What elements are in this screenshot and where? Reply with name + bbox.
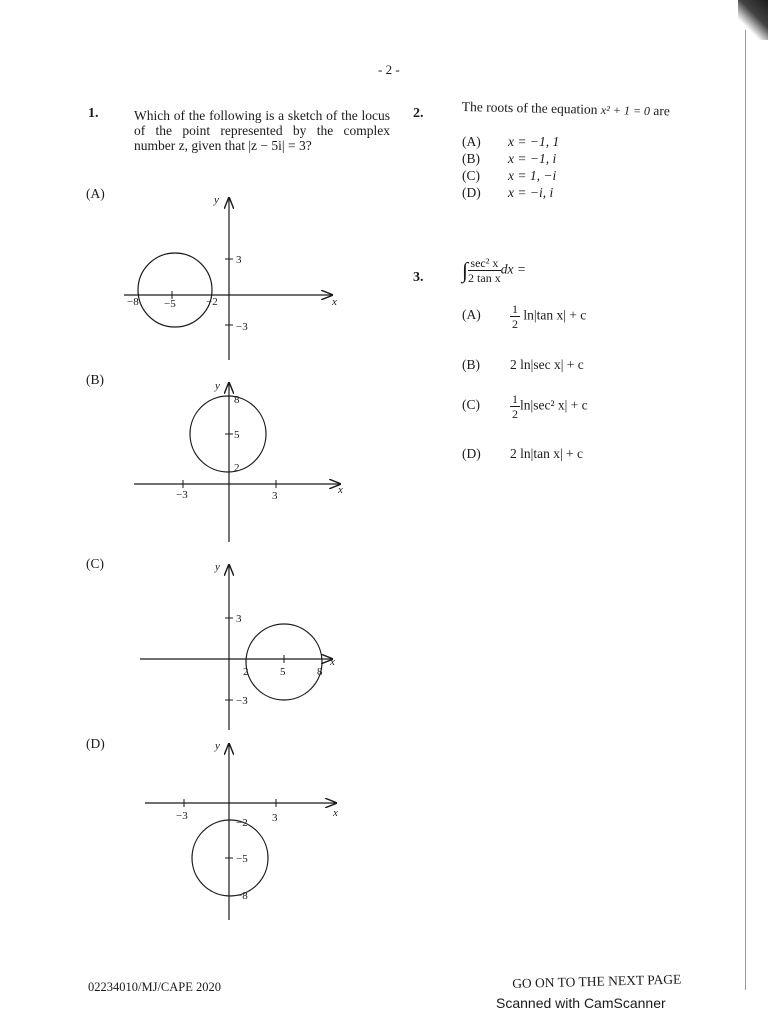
graph-c-y-label: y [215,561,220,573]
q2-option-a-value: x = −1, 1 [508,134,560,149]
scanner-watermark: Scanned with CamScanner [496,995,666,1011]
graph-d-tick: −3 [176,810,188,822]
q3-option-c [462,392,588,421]
graph-a-x-label: x [332,296,337,308]
question-2-number: 2. [413,106,424,121]
q3-option-a [462,302,587,331]
graph-d-y-label: y [215,740,220,752]
q2-option-c-label: (C) [462,168,480,183]
graph-a-tick: −2 [206,296,218,308]
q1-option-b-label: (B) [86,372,104,387]
integral-sign: ∫ [462,257,469,283]
q3-option-d-expr: 2 ln|tan x| + c [510,446,584,461]
q3-option-a-expr-wrap [510,302,586,331]
q2-option-b-label: (B) [462,151,480,166]
q3-option-c-expr: ln|sec² x| + c [520,397,588,413]
q2-option-a [462,134,560,150]
graph-c-tick: 8 [317,666,323,678]
graph-d-tick: −5 [236,853,248,865]
q3-option-a-coef-den: 2 [512,317,518,331]
next-page-note: GO ON TO THE NEXT PAGE [512,971,682,991]
q3-integrand-numerator: sec² x [468,256,501,271]
graph-a-circle [138,253,212,327]
graph-b-tick: −3 [176,489,188,501]
q2-option-b-value: x = −1, i [508,151,557,166]
q3-option-b-label: (B) [462,357,480,372]
q1-option-d-label: (D) [86,736,105,751]
q3-integrand [468,256,501,285]
q1-option-a-label: (A) [86,186,105,201]
q3-option-c-expr-wrap [510,392,588,421]
graph-b-tick: 5 [234,429,240,441]
q3-option-d-label: (D) [462,446,481,461]
q2-option-d-label: (D) [462,185,481,200]
graph-d-tick: −2 [236,817,248,829]
graph-b [134,380,343,542]
q2-equation: x² + 1 = 0 [600,102,651,118]
graph-c-tick: 3 [236,613,242,625]
page-number: - 2 - [378,62,400,77]
question-3-number: 3. [413,270,424,285]
graph-a [124,194,337,360]
q3-option-c-coef-num: 1 [512,392,518,406]
q3-option-d [462,446,584,462]
q1-option-c-label: (C) [86,556,104,571]
graph-c-tick: 2 [243,666,249,678]
question-1-number: 1. [88,106,99,121]
q3-option-b [462,357,584,373]
graph-b-y-label: y [215,380,220,392]
exam-code: 02234010/MJ/CAPE 2020 [88,980,222,994]
question-1-text: Which of the following is a sketch of the locus of the point represented by the complex number z, given that |z − 5i| = 3? [134,108,390,153]
q2-option-b [462,151,557,167]
graph-b-tick: 8 [234,394,240,406]
q2-text-prefix: The roots of the equation [461,99,602,117]
q2-text-suffix: are [649,102,671,119]
q3-option-c-label: (C) [462,397,480,412]
graph-d-tick: 3 [272,812,278,824]
q3-integral [462,256,526,285]
q3-option-a-coef-num: 1 [512,302,518,316]
q2-option-d-value: x = −i, i [508,185,554,200]
graph-c-tick: −3 [236,695,248,707]
q2-option-c-value: x = 1, −i [508,168,557,183]
q2-option-a-label: (A) [462,134,481,149]
graph-b-x-label: x [338,484,343,496]
graph-a-tick: 3 [236,254,242,266]
graph-d-tick: −8 [236,890,248,902]
graph-a-y-label: y [214,194,219,206]
graph-d-x-label: x [333,807,338,819]
q2-option-d [462,185,554,201]
graph-c [140,561,335,730]
q3-option-a-label: (A) [462,307,481,322]
graph-b-tick: 2 [234,462,240,474]
graph-a-tick: −8 [127,296,139,308]
graph-a-tick: −3 [236,321,248,333]
q3-integrand-denominator: 2 tan x [468,271,501,285]
q3-option-b-expr: 2 ln|sec x| + c [510,357,584,372]
graph-c-tick: 5 [280,666,286,678]
q3-option-a-expr: ln|tan x| + c [523,307,587,323]
graph-c-x-label: x [330,656,335,668]
q3-integral-tail: dx = [500,261,526,277]
graph-b-tick: 3 [272,490,278,502]
q3-option-c-coef-den: 2 [512,407,518,421]
q2-option-c [462,168,557,184]
graph-d [145,740,338,920]
graph-a-tick: −5 [164,298,176,310]
